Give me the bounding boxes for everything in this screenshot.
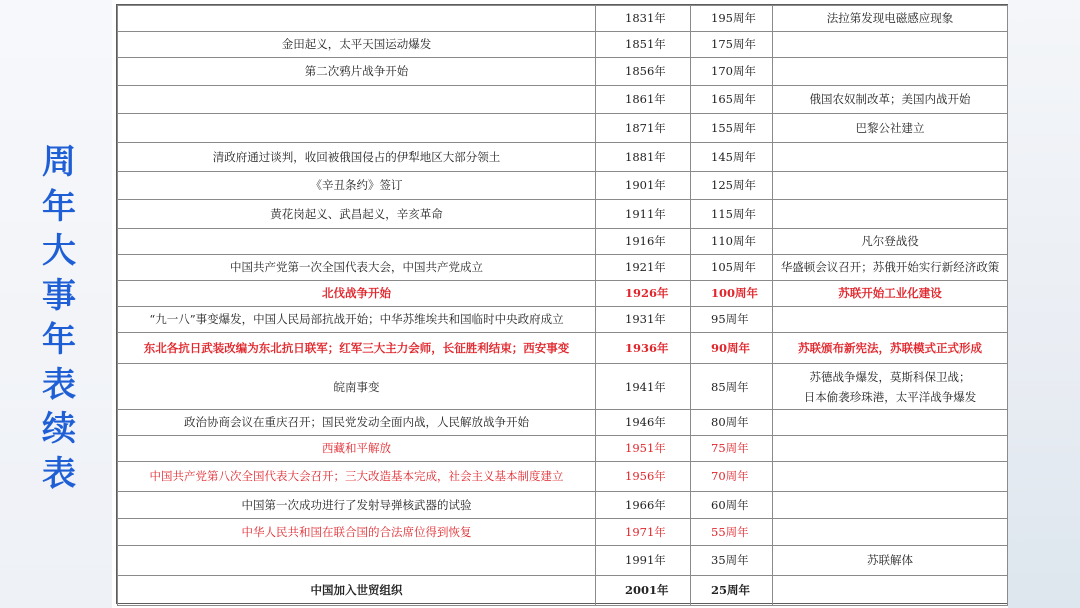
anniversary-cell: 80周年 xyxy=(691,410,773,436)
year-cell: 1956年 xyxy=(596,462,691,492)
world-event-cell xyxy=(773,58,1008,86)
world-event-cell: 苏联开始工业化建设 xyxy=(773,281,1008,307)
table-row xyxy=(118,255,1008,281)
world-event-cell xyxy=(773,172,1008,200)
anniversary-cell: 90周年 xyxy=(691,333,773,364)
anniversary-cell: 75周年 xyxy=(691,436,773,462)
event-cell xyxy=(118,114,596,143)
table-row xyxy=(118,546,1008,576)
year-cell: 1991年 xyxy=(596,546,691,576)
world-event-cell: 法拉第发现电磁感应现象 xyxy=(773,6,1008,32)
side-title-char: 续 xyxy=(42,409,76,449)
world-event-cell xyxy=(773,519,1008,546)
event-cell: 《辛丑条约》签订 xyxy=(118,172,596,200)
anniversary-cell: 155周年 xyxy=(691,114,773,143)
table-row xyxy=(118,576,1008,606)
anniversary-cell: 110周年 xyxy=(691,229,773,255)
anniversary-cell: 125周年 xyxy=(691,172,773,200)
anniversary-cell: 145周年 xyxy=(691,143,773,172)
side-title-char: 表 xyxy=(42,364,76,405)
world-event-cell xyxy=(773,143,1008,172)
year-cell: 1871年 xyxy=(596,114,691,143)
world-event-cell xyxy=(773,307,1008,333)
table-row xyxy=(118,307,1008,333)
year-cell: 1966年 xyxy=(596,492,691,519)
anniversary-cell: 35周年 xyxy=(691,546,773,576)
year-cell: 1921年 xyxy=(596,255,691,281)
anniversary-cell: 170周年 xyxy=(691,58,773,86)
event-cell: 中华人民共和国在联合国的合法席位得到恢复 xyxy=(118,519,596,546)
events-table xyxy=(117,5,1008,606)
table-row xyxy=(118,364,1008,410)
side-title-char: 年 xyxy=(42,320,76,360)
table-row xyxy=(118,58,1008,86)
event-cell xyxy=(118,86,596,114)
year-cell: 1831年 xyxy=(596,6,691,32)
year-cell: 1916年 xyxy=(596,229,691,255)
world-event-cell: 苏联颁布新宪法，苏联模式正式形成 xyxy=(773,333,1008,364)
event-cell: 东北各抗日武装改编为东北抗日联军；红军三大主力会师，长征胜利结束；西安事变 xyxy=(118,333,596,364)
event-cell: 中国加入世贸组织 xyxy=(118,576,596,606)
event-cell: 金田起义，太平天国运动爆发 xyxy=(118,32,596,58)
year-cell: 1856年 xyxy=(596,58,691,86)
table-row xyxy=(118,333,1008,364)
side-title xyxy=(37,140,81,496)
side-title-char: 年 xyxy=(42,186,76,227)
world-event-cell xyxy=(773,436,1008,462)
world-event-cell: 凡尔登战役 xyxy=(773,229,1008,255)
year-cell: 1946年 xyxy=(596,410,691,436)
event-cell: 清政府通过谈判，收回被俄国侵占的伊犁地区大部分领土 xyxy=(118,143,596,172)
event-cell xyxy=(118,6,596,32)
events-table-body xyxy=(118,6,1008,606)
world-event-cell xyxy=(773,32,1008,58)
table-row xyxy=(118,519,1008,546)
anniversary-cell: 60周年 xyxy=(691,492,773,519)
side-title-char: 大 xyxy=(42,231,76,271)
event-cell: 西藏和平解放 xyxy=(118,436,596,462)
anniversary-cell: 25周年 xyxy=(691,576,773,606)
anniversary-cell: 55周年 xyxy=(691,519,773,546)
table-row xyxy=(118,6,1008,32)
side-title-char: 表 xyxy=(42,453,76,494)
table-row xyxy=(118,114,1008,143)
year-cell: 1881年 xyxy=(596,143,691,172)
table-row xyxy=(118,462,1008,492)
world-event-cell xyxy=(773,576,1008,606)
table-row xyxy=(118,143,1008,172)
anniversary-cell: 70周年 xyxy=(691,462,773,492)
event-cell: “九一八”事变爆发，中国人民局部抗战开始；中华苏维埃共和国临时中央政府成立 xyxy=(118,307,596,333)
world-event-cell xyxy=(773,462,1008,492)
table-row xyxy=(118,200,1008,229)
year-cell: 1851年 xyxy=(596,32,691,58)
event-cell: 皖南事变 xyxy=(118,364,596,410)
anniversary-cell: 85周年 xyxy=(691,364,773,410)
table-row xyxy=(118,281,1008,307)
event-cell xyxy=(118,229,596,255)
year-cell: 1951年 xyxy=(596,436,691,462)
event-cell: 中国第一次成功进行了发射导弹核武器的试验 xyxy=(118,492,596,519)
year-cell: 2001年 xyxy=(596,576,691,606)
year-cell: 1901年 xyxy=(596,172,691,200)
world-event-cell: 巴黎公社建立 xyxy=(773,114,1008,143)
events-table-container xyxy=(116,4,1008,604)
event-cell: 第二次鸦片战争开始 xyxy=(118,58,596,86)
table-row xyxy=(118,492,1008,519)
table-row xyxy=(118,436,1008,462)
year-cell: 1861年 xyxy=(596,86,691,114)
side-title-char: 事 xyxy=(42,275,76,316)
world-event-cell xyxy=(773,410,1008,436)
anniversary-cell: 195周年 xyxy=(691,6,773,32)
table-row xyxy=(118,410,1008,436)
world-event-cell xyxy=(773,492,1008,519)
table-row xyxy=(118,229,1008,255)
right-background xyxy=(1008,0,1080,608)
event-cell: 北伐战争开始 xyxy=(118,281,596,307)
anniversary-cell: 95周年 xyxy=(691,307,773,333)
anniversary-cell: 165周年 xyxy=(691,86,773,114)
event-cell xyxy=(118,546,596,576)
world-event-cell: 苏德战争爆发，莫斯科保卫战； 日本偷袭珍珠港，太平洋战争爆发 xyxy=(773,364,1008,410)
side-title-char: 周 xyxy=(42,142,76,182)
table-row xyxy=(118,32,1008,58)
event-cell: 政治协商会议在重庆召开；国民党发动全面内战，人民解放战争开始 xyxy=(118,410,596,436)
year-cell: 1911年 xyxy=(596,200,691,229)
table-row xyxy=(118,172,1008,200)
anniversary-cell: 100周年 xyxy=(691,281,773,307)
year-cell: 1926年 xyxy=(596,281,691,307)
world-event-cell: 苏联解体 xyxy=(773,546,1008,576)
event-cell: 中国共产党第八次全国代表大会召开；三大改造基本完成，社会主义基本制度建立 xyxy=(118,462,596,492)
world-event-cell xyxy=(773,200,1008,229)
year-cell: 1971年 xyxy=(596,519,691,546)
anniversary-cell: 175周年 xyxy=(691,32,773,58)
table-row xyxy=(118,86,1008,114)
year-cell: 1936年 xyxy=(596,333,691,364)
world-event-cell: 俄国农奴制改革；美国内战开始 xyxy=(773,86,1008,114)
anniversary-cell: 115周年 xyxy=(691,200,773,229)
year-cell: 1941年 xyxy=(596,364,691,410)
world-event-cell: 华盛顿会议召开；苏俄开始实行新经济政策 xyxy=(773,255,1008,281)
event-cell: 中国共产党第一次全国代表大会，中国共产党成立 xyxy=(118,255,596,281)
anniversary-cell: 105周年 xyxy=(691,255,773,281)
year-cell: 1931年 xyxy=(596,307,691,333)
event-cell: 黄花岗起义、武昌起义，辛亥革命 xyxy=(118,200,596,229)
